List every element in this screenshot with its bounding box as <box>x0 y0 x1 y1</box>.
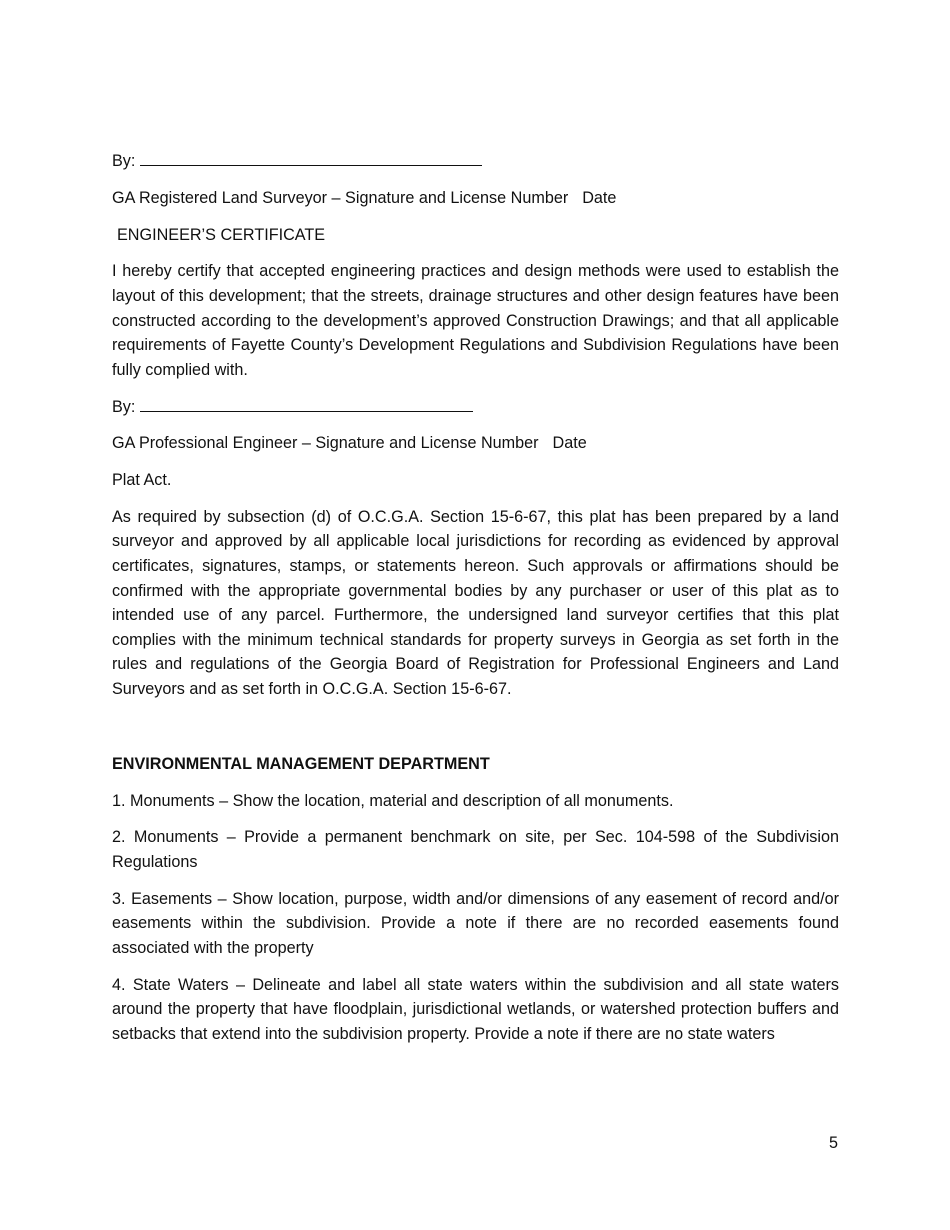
surveyor-date-label: Date <box>582 188 617 207</box>
surveyor-caption: GA Registered Land Surveyor – Signature and License Number <box>112 188 569 207</box>
engineer-by-label: By: <box>112 397 136 416</box>
surveyor-by-label: By: <box>112 152 136 170</box>
surveyor-caption-line <box>112 186 839 211</box>
engineer-signature-line <box>112 395 839 420</box>
engineer-certificate-heading: ENGINEER’S CERTIFICATE <box>117 225 326 244</box>
engineer-date-label: Date <box>552 434 587 453</box>
surveyor-signature-blank <box>140 151 482 166</box>
environmental-item-3: 3. Easements – Show location, purpose, width and/or dimensions of any easement of record and/or easements within the subdivision. Provide a note if there are no recorded easements found associated with the property <box>112 889 839 957</box>
section-spacer <box>112 714 839 752</box>
surveyor-signature-line <box>112 149 839 174</box>
page-number: 5 <box>828 1134 838 1152</box>
engineer-caption: GA Professional Engineer – Signature and License Number <box>112 434 539 453</box>
engineer-certificate-body: I hereby certify that accepted engineering practices and design methods were used to establish the layout of this development; that the streets, drainage structures and other design features have been constructed according to the development’s approved Construction Drawings; and that all applicable requirements of Fayette County’s Development Regulations and Subdivision Regulations have been fully complied with. <box>112 262 839 379</box>
engineer-caption-line <box>112 431 839 456</box>
environmental-heading: ENVIRONMENTAL MANAGEMENT DEPARTMENT <box>112 754 490 773</box>
plat-act-heading: Plat Act. <box>112 471 172 490</box>
page-content <box>112 149 839 1059</box>
environmental-item-1: 1. Monuments – Show the location, material and description of all monuments. <box>112 791 674 810</box>
environmental-item-2: 2. Monuments – Provide a permanent benchmark on site, per Sec. 104-598 of the Subdivision Regulations <box>112 828 839 871</box>
environmental-item-4: 4. State Waters – Delineate and label all state waters within the subdivision and all state waters around the property that have floodplain, jurisdictional wetlands, or watershed protection buffers and setbacks that extend into the subdivision property. Provide a note if there are no state waters <box>112 975 839 1043</box>
plat-act-body: As required by subsection (d) of O.C.G.A. Section 15-6-67, this plat has been prepared by a land surveyor and approved by all applicable local jurisdictions for recording as evidenced by approval certificates, signatures, stamps, or statements hereon. Such approvals or affirmations should be confirmed with the appropriate governmental bodies by any purchaser or user of this plat as to intended use of any parcel. Furthermore, the undersigned land surveyor certifies that this plat complies with the minimum technical standards for property surveys in Georgia as set forth in the rules and regulations of the Georgia Board of Registration for Professional Engineers and Land Surveyors and as set forth in O.C.G.A. Section 15-6-67. <box>112 507 839 698</box>
engineer-signature-blank <box>140 397 473 412</box>
